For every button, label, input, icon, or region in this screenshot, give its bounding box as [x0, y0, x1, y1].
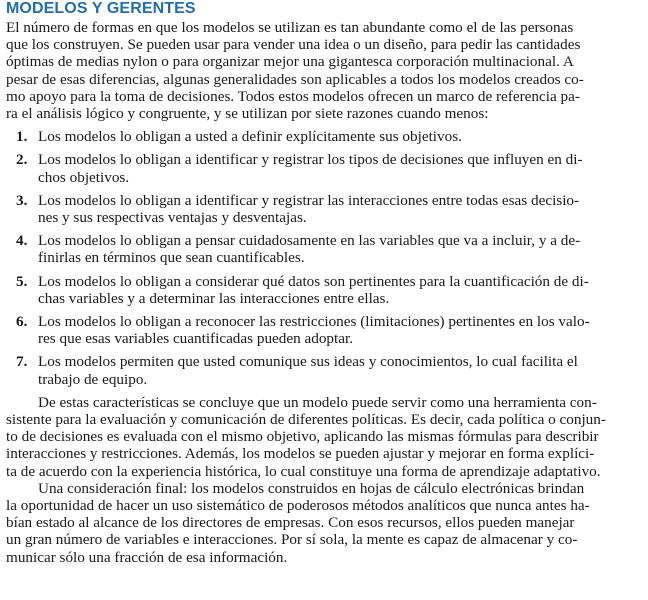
text-line: un gran número de variables e interacciones. Por sí sola, la mente es capaz de almacenar y co-	[6, 531, 578, 549]
text-line: óptimas de medias nylon o para organizar mejor una gigantesca corporación multinacional. A	[6, 53, 574, 71]
text-line: Los modelos lo obligan a usted a definir explícitamente sus objetivos.	[38, 128, 462, 146]
text-line: la oportunidad de hacer un uso sistemático de poderosos métodos analíticos que nunca antes ha-	[6, 497, 590, 515]
list-item-number: 7.	[16, 353, 28, 371]
text-line: ta de acuerdo con la experiencia histórica, lo cual constituye una forma de aprendizaje adaptativo.	[6, 462, 601, 480]
list-item-number: 6.	[16, 313, 28, 331]
list-item	[6, 313, 638, 347]
text-line: to de decisiones es evaluada con el mismo objetivo, aplicando las mismas fórmulas para describir	[6, 428, 599, 446]
list-item	[6, 273, 638, 307]
final-paragraph	[6, 480, 638, 566]
text-line: pesar de esas diferencias, algunas generalidades son aplicables a todos los modelos creados co-	[6, 70, 584, 88]
list-item-number: 4.	[16, 232, 28, 250]
document-page	[6, 0, 638, 566]
list-item-number: 5.	[16, 272, 28, 290]
text-line: Los modelos lo obligan a pensar cuidadosamente en las variables que va a incluir, y a de-	[38, 232, 581, 250]
list-item	[6, 151, 638, 185]
text-line: El número de formas en que los modelos se utilizan es tan abundante como el de las personas	[6, 19, 574, 36]
list-item	[6, 128, 638, 145]
text-line: mo apoyo para la toma de decisiones. Todos estos modelos ofrecen un marco de referencia pa-	[6, 87, 580, 105]
text-line: municar sólo una fracción de esa información.	[6, 548, 288, 566]
text-line: ra el análisis lógico y congruente, y se utilizan por siete razones cuando menos:	[6, 105, 489, 123]
list-item-number: 3.	[16, 191, 28, 209]
text-line: nes y sus respectivas ventajas y desventajas.	[38, 209, 307, 227]
intro-paragraph	[6, 19, 638, 122]
text-line: res que esas variables cuantificadas pueden adoptar.	[38, 330, 354, 348]
text-line: Los modelos lo obligan a reconocer las restricciones (limitaciones) pertinentes en los valo-	[38, 313, 590, 331]
section-heading: MODELOS Y GERENTES	[6, 0, 196, 17]
list-item	[6, 192, 638, 226]
text-line: Los modelos permiten que usted comunique sus ideas y conocimientos, lo cual facilita el	[38, 353, 578, 371]
text-line: trabajo de equipo.	[38, 370, 148, 388]
text-line: interacciones y restricciones. Además, los modelos se pueden ajustar y mejorar en forma explíci-	[6, 445, 595, 463]
conclusion-paragraph	[6, 394, 638, 480]
text-line: finirlas en términos que sean cuantificables.	[38, 249, 305, 267]
list-item-number: 2.	[16, 151, 28, 169]
text-line: sistente para la evaluación y comunicación de diferentes políticas. Es decir, cada política o conjun-	[6, 411, 606, 429]
text-line: De estas características se concluye que un modelo puede servir como una herramienta con-	[38, 393, 597, 411]
text-line: Los modelos lo obligan a considerar qué datos son pertinentes para la cuantificación de di-	[38, 272, 589, 290]
reasons-list	[6, 128, 638, 388]
text-line: que los construyen. Se pueden usar para vender una idea o un diseño, para pedir las cantidades	[6, 36, 581, 54]
text-line: Una consideración final: los modelos construidos en hojas de cálculo electrónicas brindan	[38, 479, 585, 497]
text-line: Los modelos lo obligan a identificar y registrar las interacciones entre todas esas decisio-	[38, 191, 580, 209]
list-item-number: 1.	[16, 128, 28, 146]
text-line: Los modelos lo obligan a identificar y registrar los tipos de decisiones que influyen en di-	[38, 151, 583, 169]
text-line: bían estado al alcance de los directores de empresas. Con esos recursos, ellos pueden manejar	[6, 514, 575, 532]
text-line: chos objetivos.	[38, 168, 130, 186]
list-item	[6, 232, 638, 266]
text-line: chas variables y a determinar las interacciones entre ellas.	[38, 289, 390, 307]
list-item	[6, 353, 638, 387]
